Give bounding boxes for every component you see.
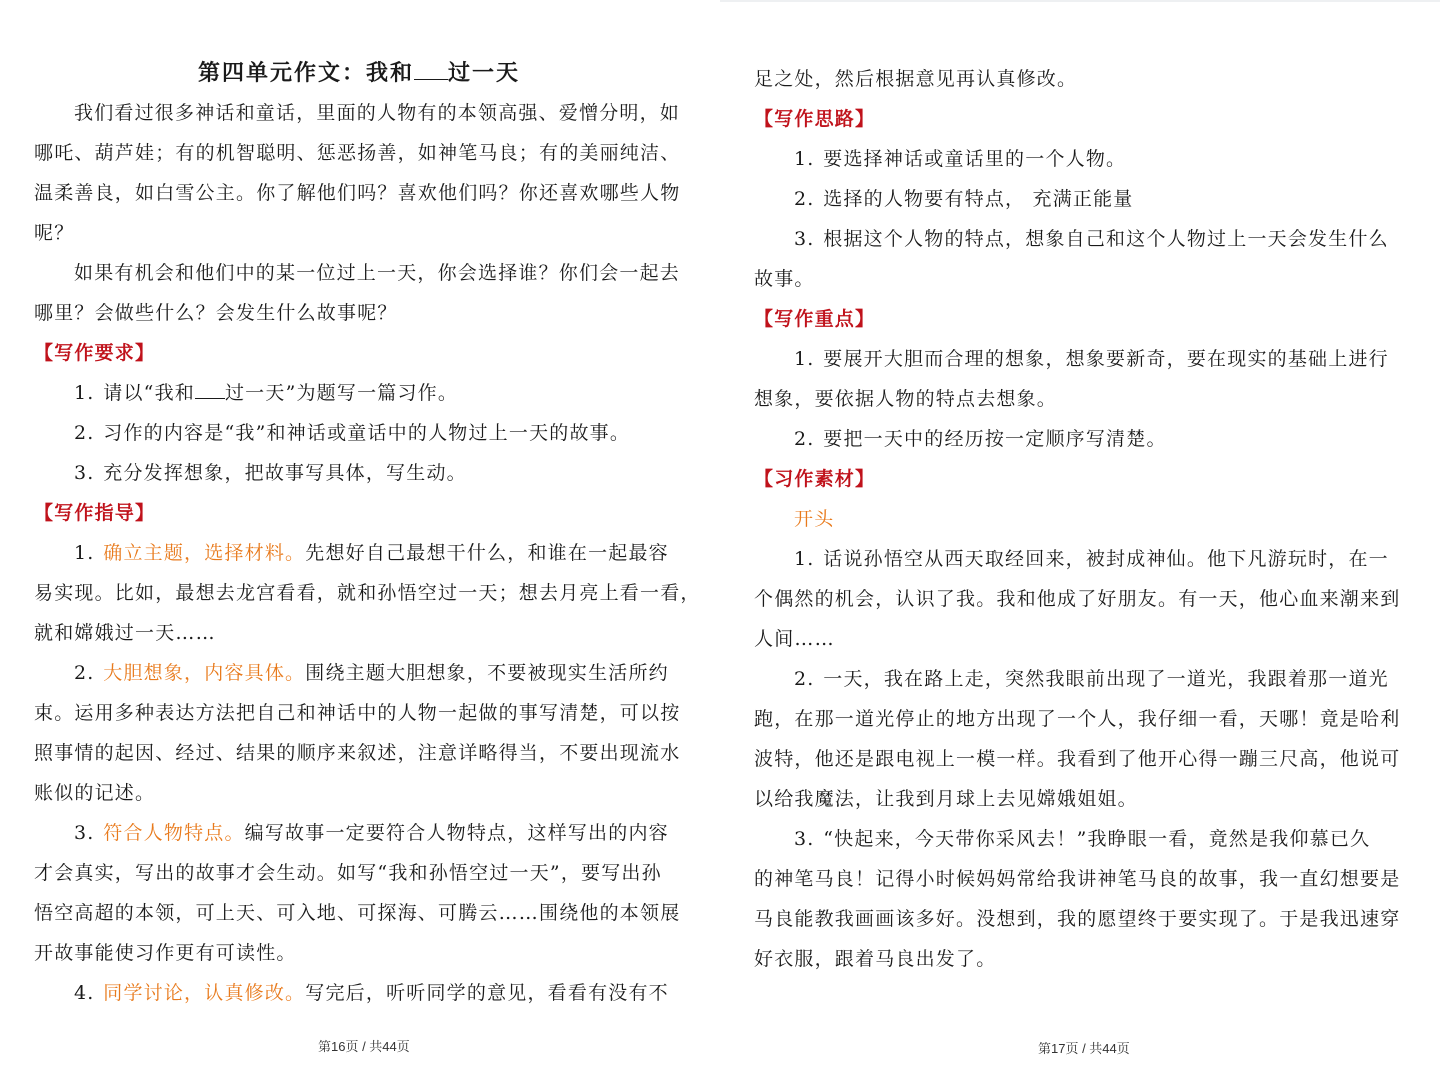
- guidance-highlight: 符合人物特点。: [103, 822, 245, 844]
- focus-item: 2. 要把一天中的经历按一定顺序写清楚。: [794, 428, 1167, 450]
- intro-line: 呢？: [34, 222, 75, 244]
- guidance-item: 3. 符合人物特点。编写故事一定要符合人物特点，这样写出的内容: [74, 822, 669, 844]
- intro-line: 如果有机会和他们中的某一位过上一天，你会选择谁？你们会一起去: [74, 262, 681, 284]
- section-heading-requirements: 【写作要求】: [34, 342, 156, 364]
- focus-line: 想象，要依据人物的特点去想象。: [754, 388, 1058, 410]
- intro-line: 温柔善良，如白雪公主。你了解他们吗？喜欢他们吗？你还喜欢哪些人物: [34, 182, 681, 204]
- guidance-line: 才会真实，写出的故事才会生动。如写“我和孙悟空过一天”，要写出孙: [34, 862, 662, 884]
- material-line: 马良能教我画画该多好。没想到，我的愿望终于要实现了。于是我迅速穿: [754, 908, 1401, 930]
- section-heading-guidance: 【写作指导】: [34, 502, 156, 524]
- focus-item: 1. 要展开大胆而合理的想象，想象要新奇，要在现实的基础上进行: [794, 348, 1389, 370]
- requirement-item: 1. 请以“我和 过一天”为题写一篇习作。: [74, 382, 459, 404]
- material-line: 个偶然的机会，认识了我。我和他成了好朋友。有一天，他心血来潮来到: [754, 588, 1401, 610]
- section-heading-ideas: 【写作思路】: [754, 108, 876, 130]
- materials-subheading: 开头: [794, 508, 835, 530]
- guidance-line: 就和嫦娥过一天……: [34, 622, 216, 644]
- idea-line: 故事。: [754, 268, 815, 290]
- title-blank: [414, 61, 448, 80]
- guidance-highlight: 大胆想象，内容具体。: [103, 662, 306, 684]
- continued-line: 足之处，然后根据意见再认真修改。: [754, 68, 1078, 90]
- idea-item: 2. 选择的人物要有特点， 充满正能量: [794, 188, 1134, 210]
- intro-line: 哪吒、葫芦娃；有的机智聪明、惩恶扬善，如神笔马良；有的美丽纯洁、: [34, 142, 681, 164]
- guidance-highlight: 同学讨论，认真修改。: [103, 982, 306, 1004]
- material-item: 2. 一天，我在路上走，突然我眼前出现了一道光，我跟着那一道光: [794, 668, 1389, 690]
- section-heading-materials: 【习作素材】: [754, 468, 876, 490]
- right-page: [720, 0, 1440, 1082]
- guidance-item: 4. 同学讨论，认真修改。写完后，听听同学的意见，看看有没有不: [74, 982, 669, 1004]
- material-line: 人间……: [754, 628, 835, 650]
- guidance-line: 账似的记述。: [34, 782, 156, 804]
- requirement-item: 2. 习作的内容是“我”和神话或童话中的人物过上一天的故事。: [74, 422, 631, 444]
- guidance-highlight: 确立主题，选择材料。: [103, 542, 306, 564]
- material-line: 跑，在那一道光停止的地方出现了一个人，我仔细一看，天哪！竟是哈利: [754, 708, 1401, 730]
- intro-line: 哪里？会做些什么？会发生什么故事呢？: [34, 302, 398, 324]
- page-number: 第17页 / 共44页: [1038, 1041, 1130, 1056]
- page-number: 第16页 / 共44页: [318, 1039, 410, 1054]
- guidance-line: 束。运用多种表达方法把自己和神话中的人物一起做的事写清楚，可以按: [34, 702, 681, 724]
- topic-blank: [195, 382, 225, 399]
- intro-line: 我们看过很多神话和童话，里面的人物有的本领高强、爱憎分明，如: [74, 102, 681, 124]
- guidance-line: 易实现。比如，最想去龙宫看看，就和孙悟空过一天；想去月亮上看一看，: [34, 582, 701, 604]
- guidance-line: 悟空高超的本领，可上天、可入地、可探海、可腾云……围绕他的本领展: [34, 902, 681, 924]
- guidance-item: 1. 确立主题，选择材料。先想好自己最想干什么，和谁在一起最容: [74, 542, 669, 564]
- idea-item: 1. 要选择神话或童话里的一个人物。: [794, 148, 1127, 170]
- left-page: [0, 0, 720, 1080]
- section-heading-focus: 【写作重点】: [754, 308, 876, 330]
- material-item: 3. “快起来，今天带你采风去！”我睁眼一看，竟然是我仰慕已久: [794, 828, 1371, 850]
- material-line: 好衣服，跟着马良出发了。: [754, 948, 997, 970]
- page-title: 第四单元作文：我和 过一天: [198, 60, 521, 86]
- idea-item: 3. 根据这个人物的特点，想象自己和这个人物过上一天会发生什么: [794, 228, 1389, 250]
- guidance-line: 开故事能使习作更有可读性。: [34, 942, 297, 964]
- material-line: 波特，他还是跟电视上一模一样。我看到了他开心得一蹦三尺高，他说可: [754, 748, 1401, 770]
- guidance-item: 2. 大胆想象，内容具体。围绕主题大胆想象，不要被现实生活所约: [74, 662, 669, 684]
- guidance-line: 照事情的起因、经过、结果的顺序来叙述，注意详略得当，不要出现流水: [34, 742, 681, 764]
- requirement-item: 3. 充分发挥想象，把故事写具体，写生动。: [74, 462, 467, 484]
- material-line: 的神笔马良！记得小时候妈妈常给我讲神笔马良的故事，我一直幻想要是: [754, 868, 1401, 890]
- material-item: 1. 话说孙悟空从西天取经回来，被封成神仙。他下凡游玩时，在一: [794, 548, 1389, 570]
- material-line: 以给我魔法，让我到月球上去见嫦娥姐姐。: [754, 788, 1138, 810]
